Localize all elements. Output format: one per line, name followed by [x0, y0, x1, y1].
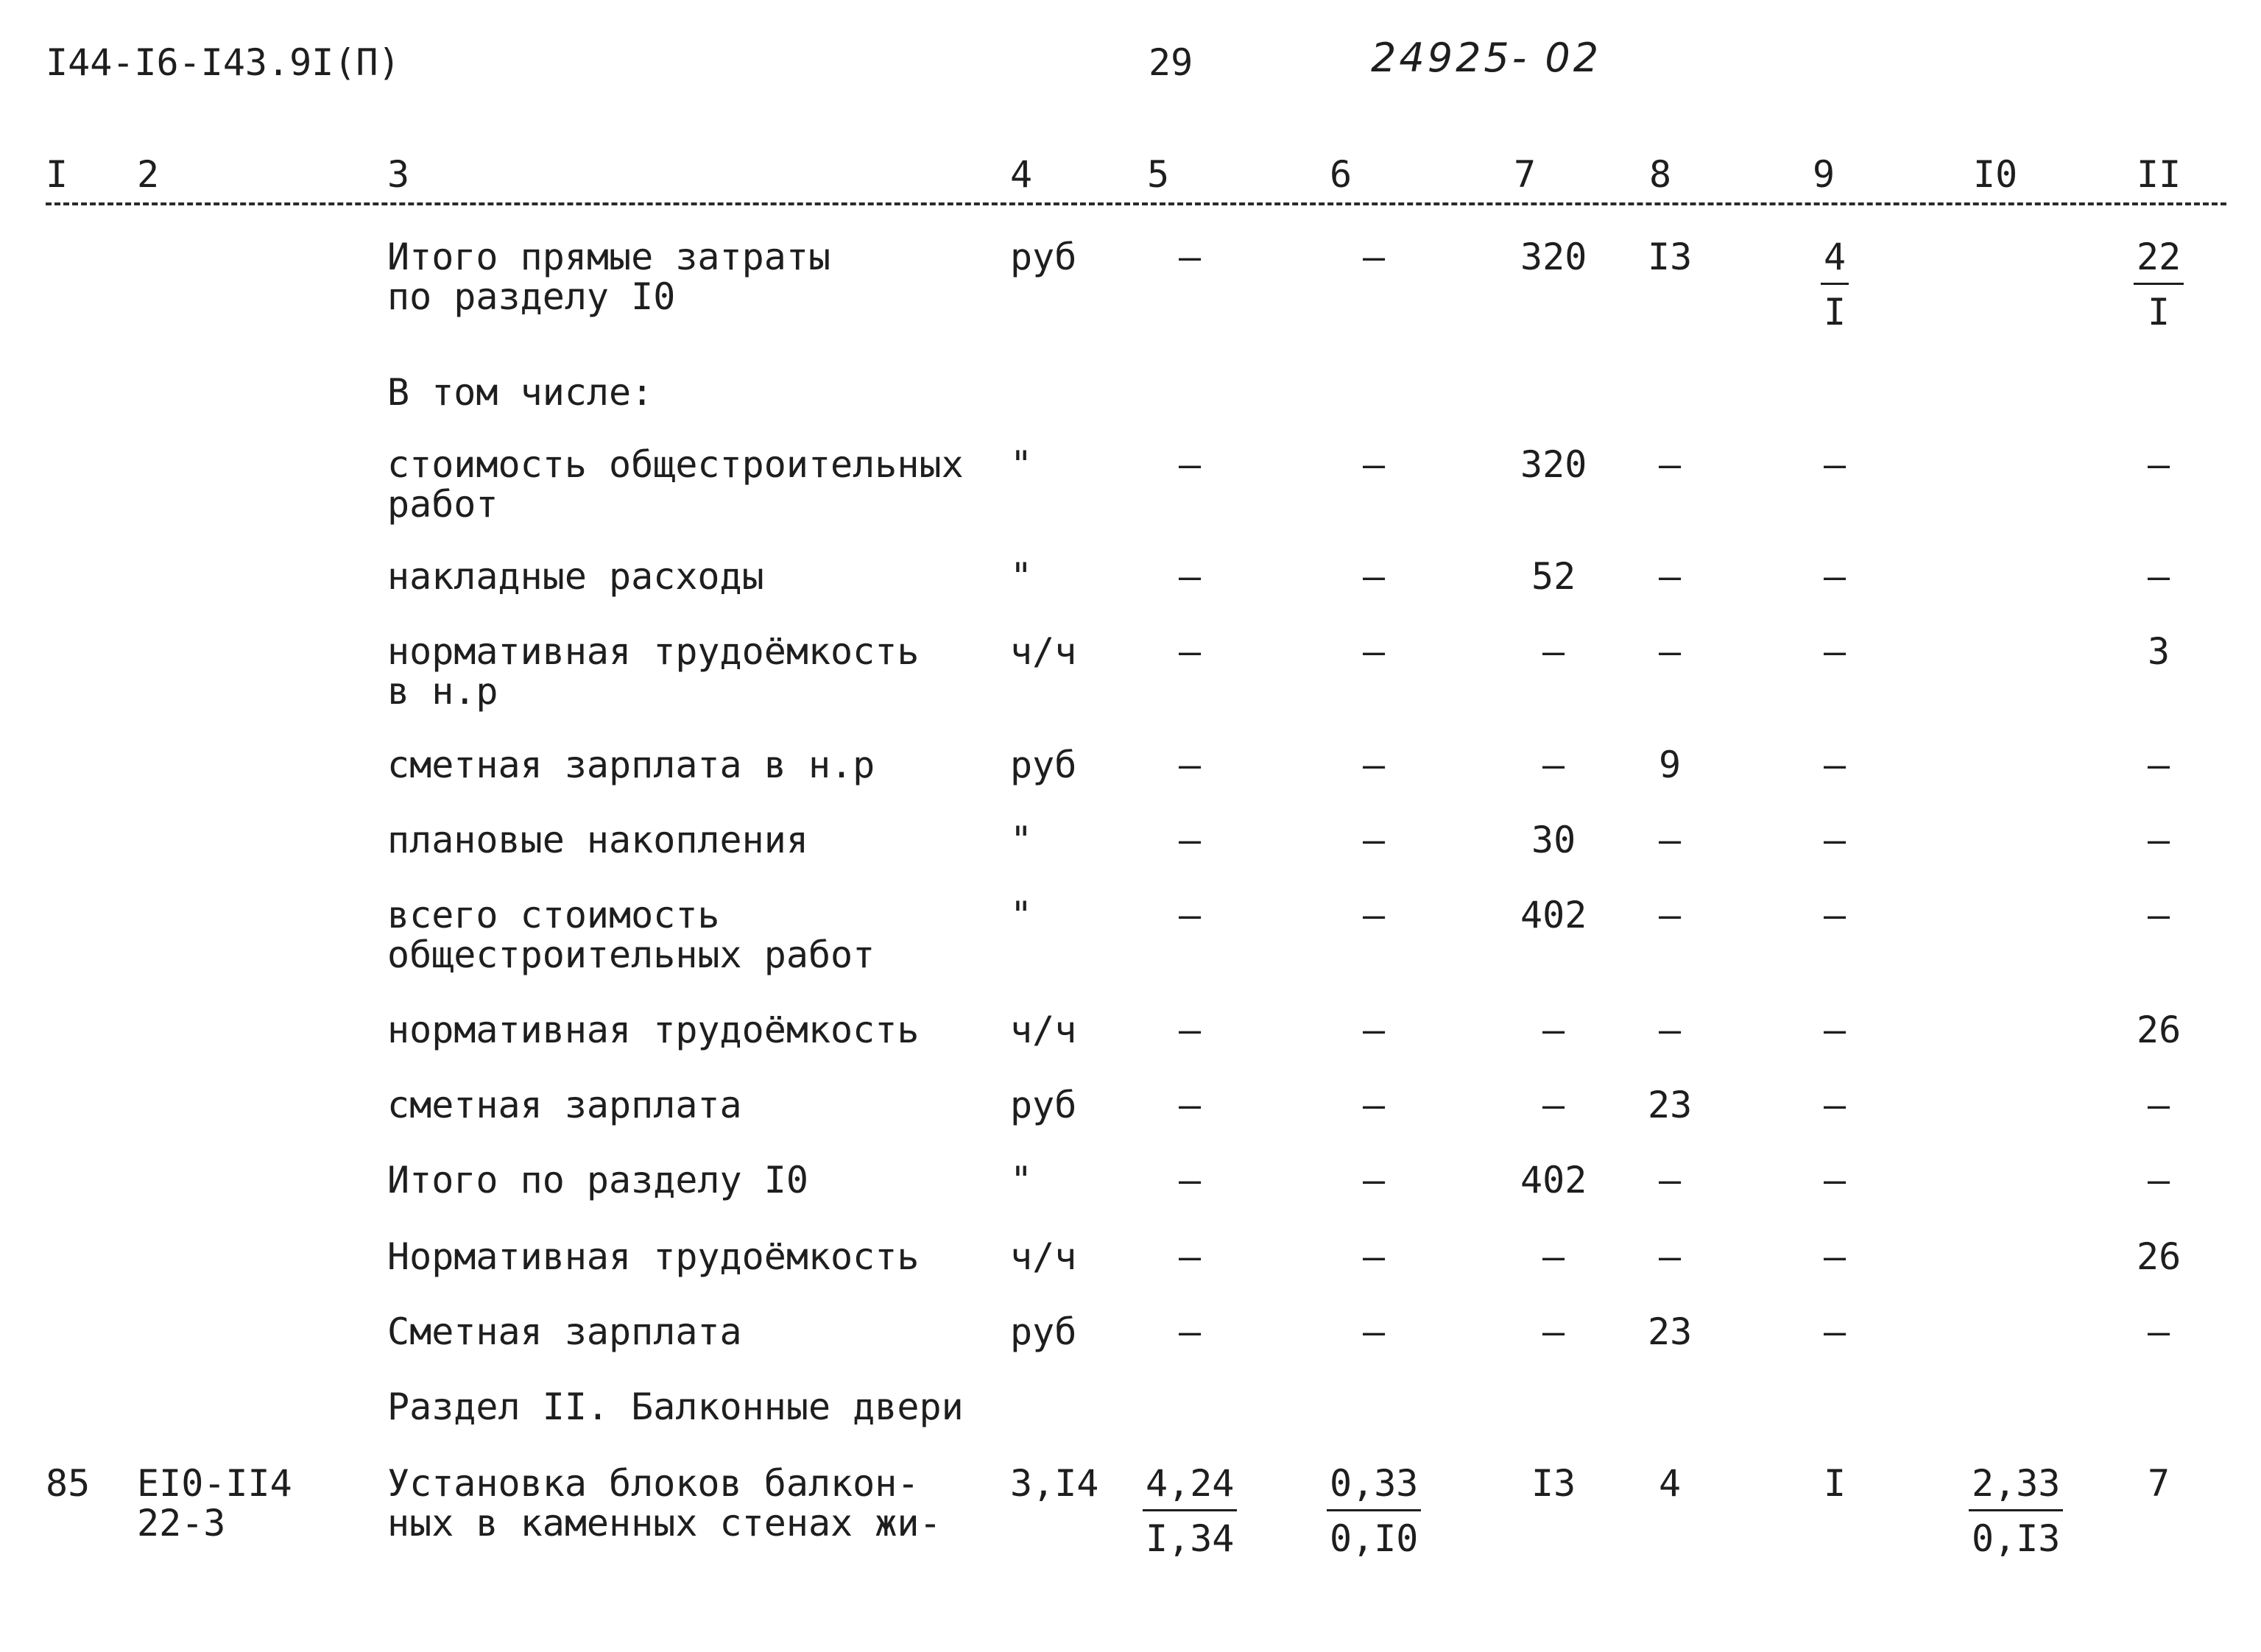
column-header: 3: [387, 153, 410, 196]
row-description: работ: [387, 483, 498, 526]
cell-col-11: 3: [2148, 630, 2170, 673]
cell-col-9: –: [1824, 1310, 1846, 1353]
cell-col-9-fraction: [1821, 237, 1849, 332]
fraction-denominator: 0,I3: [1972, 1517, 2061, 1560]
column-header: I0: [1973, 153, 2018, 196]
unit-cell: ч/ч: [1010, 1235, 1077, 1278]
rate-code: 22-3: [137, 1502, 226, 1545]
cell-col-7: –: [1542, 1009, 1565, 1051]
cell-col-7: –: [1542, 1235, 1565, 1278]
page-number: 29: [1149, 41, 1193, 84]
cell-col-8: –: [1659, 819, 1682, 861]
row-description: нормативная трудоёмкость: [387, 1009, 920, 1051]
cell-col-5: –: [1179, 443, 1202, 486]
cell-col-10-fraction: [1969, 1464, 2063, 1559]
row-description: Нормативная трудоёмкость: [387, 1235, 920, 1278]
cell-col-5: –: [1179, 1235, 1202, 1278]
column-header: I: [46, 153, 68, 196]
cell-col-11: –: [2148, 894, 2170, 936]
column-header: II: [2137, 153, 2181, 196]
cell-col-9: –: [1824, 1235, 1846, 1278]
cell-col-8: –: [1659, 443, 1682, 486]
row-description: ных в каменных стенах жи-: [387, 1502, 942, 1545]
column-header: 7: [1514, 153, 1537, 196]
rate-code: EI0-II4: [137, 1462, 292, 1505]
cell-col-11: –: [2148, 819, 2170, 861]
cell-col-6-fraction: [1327, 1464, 1421, 1559]
cell-col-9: I: [1824, 1462, 1846, 1505]
cell-col-6: –: [1363, 555, 1386, 598]
row-description: Раздел II. Балконные двери: [387, 1386, 964, 1428]
cell-col-5-fraction: [1143, 1464, 1237, 1559]
cell-col-6: –: [1363, 1009, 1386, 1051]
cell-col-11: 26: [2137, 1009, 2181, 1051]
cell-col-5: –: [1179, 744, 1202, 786]
row-description: в н.р: [387, 670, 498, 713]
cell-col-11: 26: [2137, 1235, 2181, 1278]
row-description: Сметная зарплата: [387, 1310, 742, 1353]
row-description: стоимость общестроительных: [387, 443, 964, 486]
unit-cell: руб: [1010, 236, 1077, 278]
cell-col-9: –: [1824, 443, 1846, 486]
cell-col-9: –: [1824, 1009, 1846, 1051]
cell-col-8: –: [1659, 555, 1682, 598]
row-description: Итого по разделу I0: [387, 1159, 808, 1201]
row-description: общестроительных работ: [387, 933, 875, 976]
cell-col-8: 23: [1648, 1310, 1693, 1353]
cell-col-8: –: [1659, 1235, 1682, 1278]
cell-col-5: –: [1179, 630, 1202, 673]
cell-col-6: –: [1363, 1235, 1386, 1278]
cell-col-8: –: [1659, 1159, 1682, 1201]
unit-cell: 3,I4: [1010, 1462, 1099, 1505]
cell-col-8: –: [1659, 894, 1682, 936]
cell-col-7: 30: [1531, 819, 1576, 861]
cell-col-11: –: [2148, 1310, 2170, 1353]
unit-cell: ч/ч: [1010, 630, 1077, 673]
cell-col-6: –: [1363, 744, 1386, 786]
row-description: всего стоимость: [387, 894, 720, 936]
unit-cell: ": [1010, 443, 1033, 486]
cell-col-9: –: [1824, 1159, 1846, 1201]
column-header: 2: [137, 153, 160, 196]
column-header: 9: [1813, 153, 1835, 196]
cell-col-11: –: [2148, 1159, 2170, 1201]
cell-col-6: –: [1363, 1310, 1386, 1353]
cell-col-6: –: [1363, 1084, 1386, 1126]
cell-col-9: –: [1824, 555, 1846, 598]
cell-col-5: –: [1179, 236, 1202, 278]
row-description: плановые накопления: [387, 819, 808, 861]
fraction-denominator: 0,I0: [1330, 1517, 1419, 1560]
column-header: 8: [1649, 153, 1672, 196]
unit-cell: ": [1010, 1159, 1033, 1201]
cell-col-7: 402: [1520, 1159, 1587, 1201]
cell-col-6: –: [1363, 894, 1386, 936]
cell-col-6: –: [1363, 819, 1386, 861]
unit-cell: ч/ч: [1010, 1009, 1077, 1051]
cell-col-7: –: [1542, 630, 1565, 673]
row-description: сметная зарплата: [387, 1084, 742, 1126]
fraction-numerator: 4: [1821, 237, 1849, 285]
row-description: нормативная трудоёмкость: [387, 630, 920, 673]
unit-cell: руб: [1010, 1084, 1077, 1126]
unit-cell: руб: [1010, 1310, 1077, 1353]
column-header: 5: [1147, 153, 1170, 196]
cell-col-8: I3: [1648, 236, 1693, 278]
cell-col-6: –: [1363, 1159, 1386, 1201]
row-description: Итого прямые затраты: [387, 236, 831, 278]
cell-col-7: I3: [1531, 1462, 1576, 1505]
document-code: I44-I6-I43.9I(П): [46, 41, 401, 84]
fraction-numerator: 2,33: [1969, 1464, 2063, 1511]
cell-col-7: 402: [1520, 894, 1587, 936]
cell-col-7: 52: [1531, 555, 1576, 598]
unit-cell: руб: [1010, 744, 1077, 786]
cell-col-7: 320: [1520, 236, 1587, 278]
cell-col-7: –: [1542, 1084, 1565, 1126]
cell-col-11: –: [2148, 1084, 2170, 1126]
cell-col-6: –: [1363, 443, 1386, 486]
column-header: 6: [1330, 153, 1352, 196]
cell-col-5: –: [1179, 1084, 1202, 1126]
fraction-denominator: I,34: [1146, 1517, 1235, 1560]
cell-col-11: –: [2148, 443, 2170, 486]
cell-col-8: 9: [1659, 744, 1682, 786]
row-description: сметная зарплата в н.р: [387, 744, 875, 786]
cell-col-9: –: [1824, 630, 1846, 673]
cell-col-7: –: [1542, 1310, 1565, 1353]
column-header: 4: [1010, 153, 1033, 196]
unit-cell: ": [1010, 555, 1033, 598]
cell-col-11: 7: [2148, 1462, 2170, 1505]
unit-cell: ": [1010, 894, 1033, 936]
cell-col-11-fraction: [2134, 237, 2184, 332]
cell-col-11: –: [2148, 744, 2170, 786]
fraction-denominator: I: [2148, 291, 2170, 333]
cell-col-5: –: [1179, 1009, 1202, 1051]
cell-col-7: 320: [1520, 443, 1587, 486]
fraction-numerator: 22: [2134, 237, 2184, 285]
row-description: по разделу I0: [387, 275, 676, 318]
cell-col-7: –: [1542, 744, 1565, 786]
cell-col-5: –: [1179, 819, 1202, 861]
cell-col-9: –: [1824, 894, 1846, 936]
cell-col-8: 23: [1648, 1084, 1693, 1126]
row-number: 85: [46, 1462, 91, 1505]
cell-col-9: –: [1824, 819, 1846, 861]
row-description: накладные расходы: [387, 555, 764, 598]
handwritten-stamp-number: 24925- 02: [1371, 35, 1602, 81]
fraction-numerator: 4,24: [1143, 1464, 1237, 1511]
cell-col-5: –: [1179, 894, 1202, 936]
cell-col-8: –: [1659, 1009, 1682, 1051]
row-description: В том числе:: [387, 371, 654, 414]
unit-cell: ": [1010, 819, 1033, 861]
cell-col-8: 4: [1659, 1462, 1682, 1505]
cell-col-5: –: [1179, 1310, 1202, 1353]
cell-col-9: –: [1824, 1084, 1846, 1126]
fraction-denominator: I: [1824, 291, 1846, 333]
cell-col-6: –: [1363, 630, 1386, 673]
row-description: Установка блоков балкон-: [387, 1462, 920, 1505]
cell-col-6: –: [1363, 236, 1386, 278]
cell-col-9: –: [1824, 744, 1846, 786]
cell-col-5: –: [1179, 1159, 1202, 1201]
cell-col-5: –: [1179, 555, 1202, 598]
cell-col-8: –: [1659, 630, 1682, 673]
cell-col-11: –: [2148, 555, 2170, 598]
fraction-numerator: 0,33: [1327, 1464, 1421, 1511]
header-dashed-rule: [46, 202, 2226, 205]
